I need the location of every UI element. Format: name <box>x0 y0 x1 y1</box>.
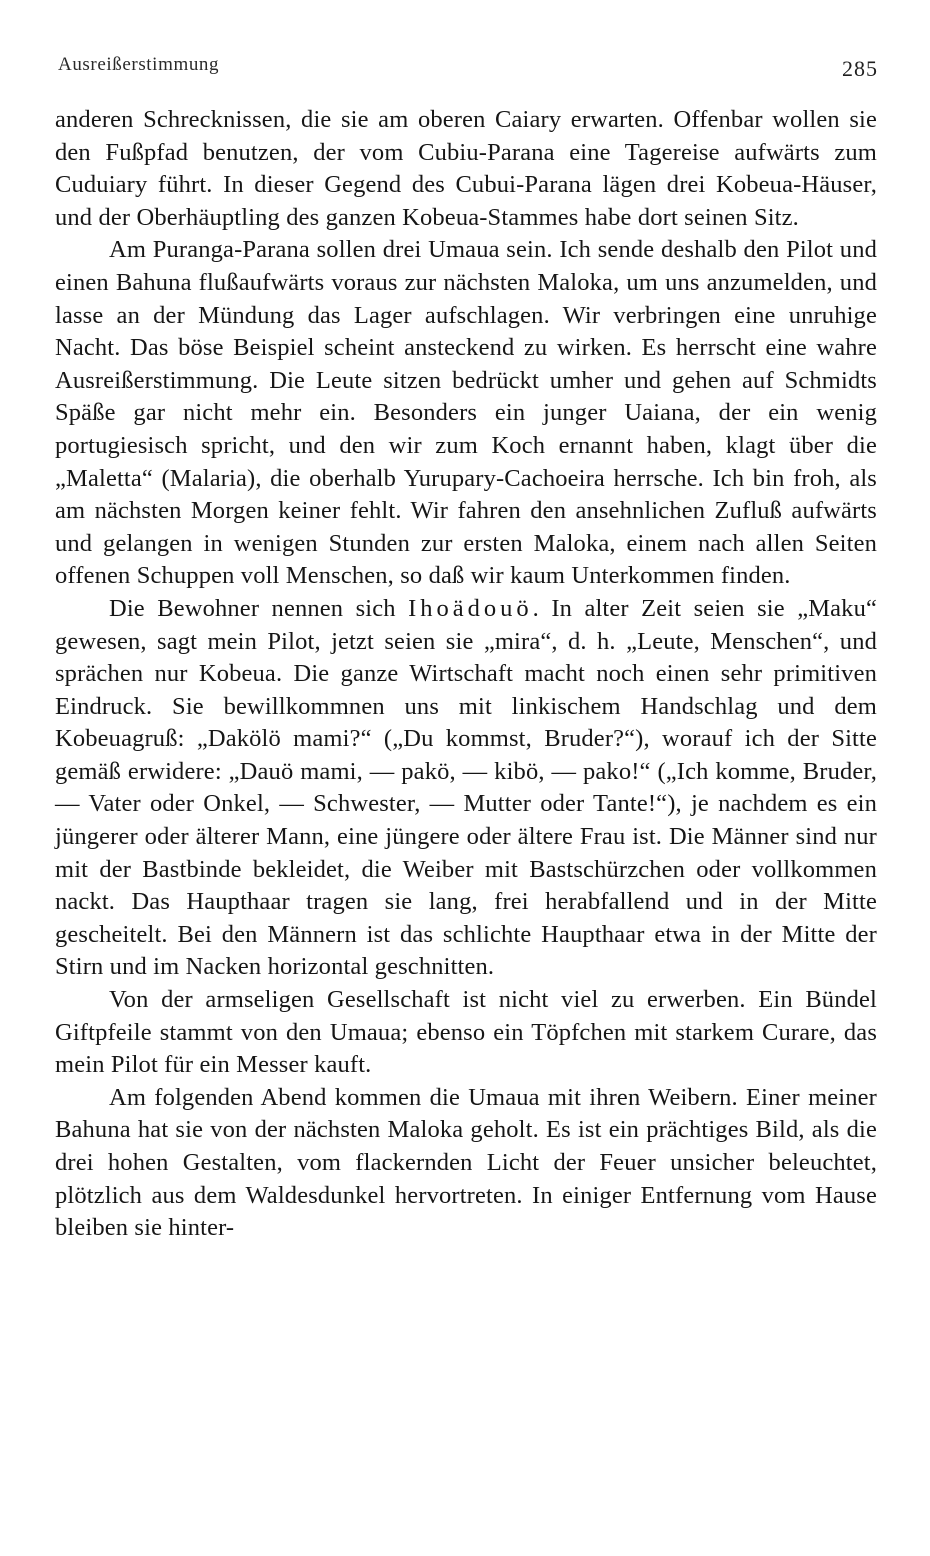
paragraph-armselige-gesellschaft: Von der armseligen Gesellschaft ist nicht viel zu erwerben. Ein Bündel Giftpfeile stammt von den Umaua; ebenso ein Töpfchen mit starkem Curare, das mein Pilot für ein Messer kauft. <box>55 986 877 1079</box>
paragraph-puranga-parana: Am Puranga-Parana sollen drei Umaua sein. Ich sende deshalb den Pilot und einen Bahuna flußaufwärts voraus zur nächsten Maloka, um uns anzumelden, und lasse an der Mündung das Lager aufschlagen. Wir verbringen eine unruhige Nacht. Das böse Beispiel scheint ansteckend zu wirken. Es herrscht eine wahre Ausreißerstimmung. Die Leute sitzen bedrückt umher und gehen auf Schmidts Späße gar nicht mehr ein. Besonders ein junger Uaiana, der ein wenig portugiesisch spricht, und den wir zum Koch ernannt haben, klagt über die „Maletta“ (Malaria), die oberhalb Yurupary-Cachoeira herrsche. Ich bin froh, als am nächsten Morgen keiner fehlt. Wir fahren den ansehnlichen Zufluß aufwärts und gelangen in wenigen Stunden zur ersten Maloka, einem nach allen Seiten offenen Schuppen voll Menschen, so daß wir kaum Unterkommen finden. <box>55 236 877 590</box>
tribe-name-spaced: Ihoädouö <box>408 594 533 622</box>
paragraph-text-after: . In alter Zeit seien sie „Maku“ gewesen, sagt mein Pilot, jetzt seien sie „mira“, d. h. „Leute, Menschen“, und sprächen nur Kobeua. Die ganze Wirtschaft macht noch einen sehr primitiven Eindruck. Sie bewillkommnen uns mit linkischem Handschlag und dem Kobeuagruß: „Dakölö mami?“ („Du kommst, Bruder?“), worauf ich der Sitte gemäß erwidere: „Dauö mami, — pakö, — kibö, — pako!“ („Ich komme, Bruder, — Vater oder Onkel, — Schwester, — Mutter oder Tante!“), je nachdem es ein jüngerer oder älterer Mann, eine jüngere oder ältere Frau ist. Die Männer sind nur mit der Bastbinde bekleidet, die Weiber mit Bastschürzchen oder vollkommen nackt. Das Haupthaar tragen sie lang, frei herabfallend und in der Mitte gescheitelt. Bei den Männern ist das schlichte Haupthaar etwa in der Mitte der Stirn und im Nacken horizontal geschnitten. <box>55 594 877 981</box>
page-number: 285 <box>842 56 878 81</box>
paragraph-ihoadouo <box>55 593 877 984</box>
paragraph-text-before: Die Bewohner nennen sich <box>109 594 409 622</box>
paragraph-continuation: anderen Schrecknissen, die sie am oberen Caiary erwarten. Offenbar wollen sie den Fußpfad benutzen, der vom Cubiu-Parana eine Tagereise aufwärts zum Cuduiary führt. In dieser Gegend des Cubui-Parana lägen drei Kobeua-Häuser, und der Oberhäuptling des ganzen Kobeua-Stammes habe dort seinen Sitz. <box>55 106 877 231</box>
body-text <box>55 104 877 1245</box>
running-title: Ausreißerstimmung <box>58 54 220 75</box>
paragraph-umaua-arrival: Am folgenden Abend kommen die Umaua mit ihren Weibern. Einer meiner Bahuna hat sie von der nächsten Maloka geholt. Es ist ein prächtiges Bild, als die drei hohen Gestalten, vom flackernden Licht der Feuer unsicher beleuchtet, plötzlich aus dem Waldesdunkel hervortreten. In einiger Entfernung vom Hause bleiben sie hinter- <box>55 1083 877 1242</box>
